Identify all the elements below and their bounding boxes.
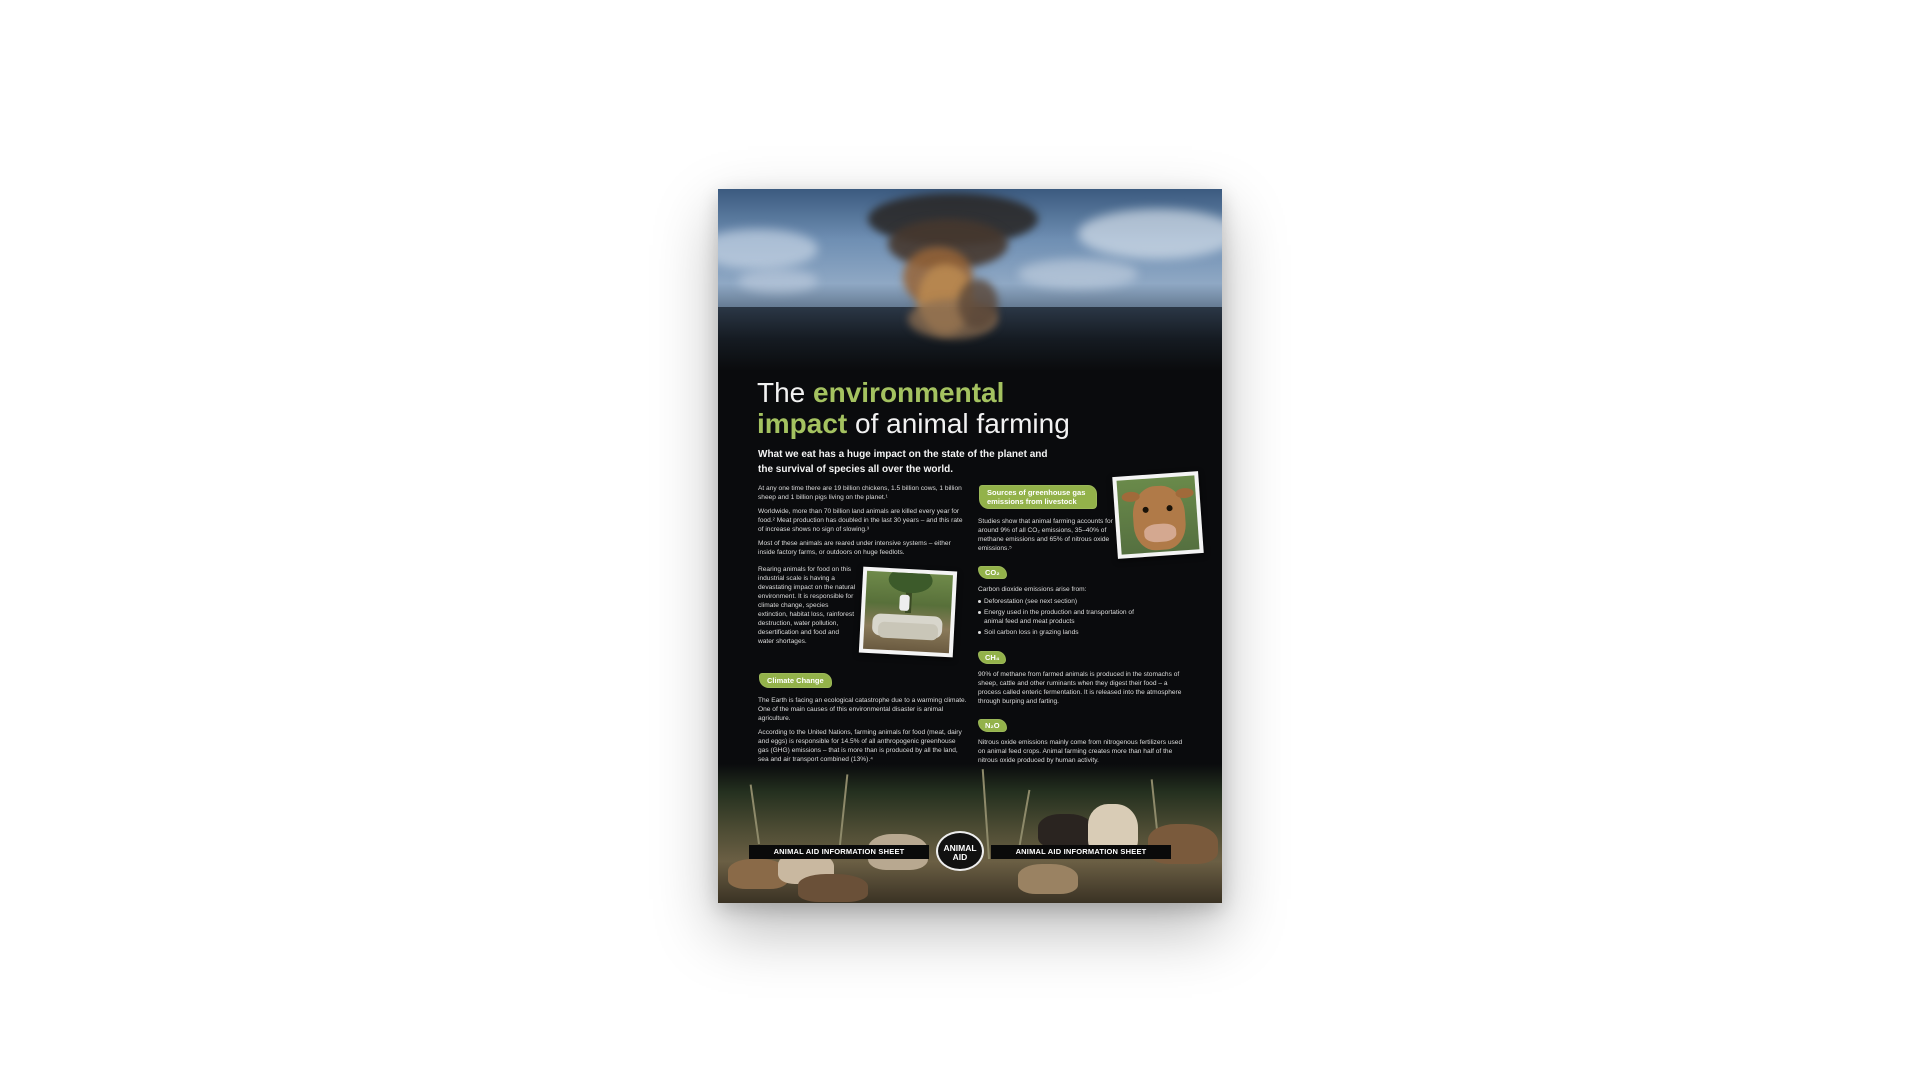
paragraph: Studies show that animal farming accounts for around 9% of all CO₂ emissions, 35–40% of methane emissions and 65% of nitrous oxide emissions.⁵ (978, 518, 1113, 552)
bullet-item: Energy used in the production and transportation of animal feed and meat products (978, 608, 1148, 626)
paragraph: Worldwide, more than 70 billion land animals are killed every year for food.² Meat production has doubled in the last 30 years – and this rate of increase shows no sign of slowing.³ (758, 508, 963, 533)
title-part: The (757, 377, 806, 408)
climate-change-text (758, 696, 968, 769)
paragraph: Most of these animals are reared under intensive systems – either inside factory farms, or outdoors on huge feedlots. (758, 540, 951, 556)
animal-aid-logo (936, 831, 984, 871)
logo-text: ANIMAL (943, 843, 977, 853)
ch4-text (978, 670, 1188, 711)
bullet-item: Soil carbon loss in grazing lands (978, 628, 1178, 637)
paragraph: At any one time there are 19 billion chickens, 1.5 billion cows, 1 billion sheep and 1 billion pigs living on the planet.¹ (758, 485, 962, 501)
paragraph: Carbon dioxide emissions arise from: (978, 586, 1087, 593)
sources-label (979, 485, 1097, 509)
page-title (757, 377, 1070, 439)
paragraph: The Earth is facing an ecological catastrophe due to a warming climate. One of the main causes of this environmental disaster is animal agriculture. (758, 697, 967, 722)
title-highlight: environmental (813, 377, 1005, 408)
footer-label-left: ANIMAL AID INFORMATION SHEET (749, 845, 929, 859)
paragraph: According to the United Nations, farming animals for food (meat, dairy and eggs) is responsible for 14.5% of all anthropogenic greenhouse gas (GHG) emissions – that is more than is produced by all the land, sea and air transport combined (13%).⁴ (758, 729, 962, 763)
paragraph: 90% of methane from farmed animals is produced in the stomachs of sheep, cattle and other ruminants when they digest their food – a process called enteric fermentation. It is released into the atmosphere through burping and farting. (978, 671, 1182, 705)
n2o-label: N₂O (978, 719, 1007, 732)
label-line: Sources of greenhouse gas (987, 488, 1086, 497)
cow-photo (1112, 471, 1204, 559)
co2-label: CO₂ (978, 566, 1007, 579)
intro-text: What we eat has a huge impact on the state of the planet and the survival of species all over the world. (758, 449, 1048, 475)
logo-text: AID (952, 852, 968, 862)
footer-label-right: ANIMAL AID INFORMATION SHEET (991, 845, 1171, 859)
herd-photo (859, 567, 957, 658)
paragraph: Rearing animals for food on this industrial scale is having a devastating impact on the natural environment. It is responsible for climate change, species extinction, habitat loss, rainforest destruction, water pollution, desertification and food and water shortages. (758, 566, 856, 645)
paragraph: Nitrous oxide emissions mainly come from nitrogenous fertilizers used on animal feed crops. Animal farming creates more than half of the nitrous oxide produced by human activity. (978, 739, 1183, 764)
sources-text (978, 517, 1118, 558)
climate-change-label: Climate Change (759, 673, 832, 688)
co2-text (978, 585, 1178, 639)
title-highlight: impact (757, 408, 848, 439)
label-line: emissions from livestock (987, 497, 1077, 506)
bullet-item: Deforestation (see next section) (978, 597, 1178, 606)
title-part: of animal farming (855, 408, 1070, 439)
ch4-label: CH₄ (978, 651, 1006, 664)
smoke-photo (718, 189, 1222, 371)
info-sheet (718, 189, 1222, 903)
left-column-wrap (758, 565, 856, 651)
left-column (758, 484, 966, 562)
